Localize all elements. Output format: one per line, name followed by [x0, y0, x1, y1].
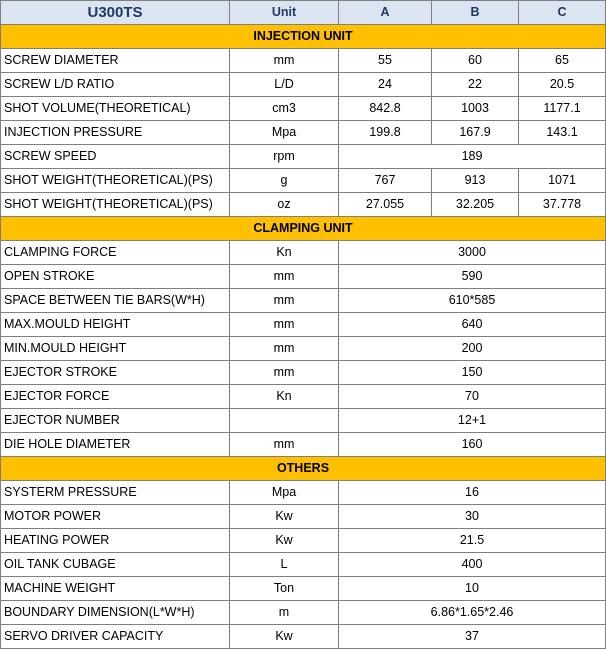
spec-unit: L/D — [230, 73, 339, 97]
table-row — [1, 433, 606, 457]
spec-unit: mm — [230, 49, 339, 73]
spec-label: EJECTOR FORCE — [1, 385, 230, 409]
section-header-row — [1, 25, 606, 49]
spec-label: OPEN STROKE — [1, 265, 230, 289]
spec-label: SPACE BETWEEN TIE BARS(W*H) — [1, 289, 230, 313]
spec-unit: Ton — [230, 577, 339, 601]
spec-label: SHOT WEIGHT(THEORETICAL)(PS) — [1, 169, 230, 193]
spec-value: 55 — [339, 49, 432, 73]
spec-value: 767 — [339, 169, 432, 193]
spec-unit: m — [230, 601, 339, 625]
spec-value: 160 — [339, 433, 606, 457]
spec-unit: rpm — [230, 145, 339, 169]
table-row — [1, 601, 606, 625]
spec-value: 16 — [339, 481, 606, 505]
spec-value: 842.8 — [339, 97, 432, 121]
table-row — [1, 121, 606, 145]
column-header-b: B — [432, 1, 519, 25]
table-row — [1, 289, 606, 313]
table-row — [1, 49, 606, 73]
spec-value: 22 — [432, 73, 519, 97]
spec-label: MIN.MOULD HEIGHT — [1, 337, 230, 361]
table-row — [1, 241, 606, 265]
section-title: INJECTION UNIT — [1, 25, 606, 49]
spec-label: MOTOR POWER — [1, 505, 230, 529]
spec-value: 70 — [339, 385, 606, 409]
spec-label: MAX.MOULD HEIGHT — [1, 313, 230, 337]
section-header-row — [1, 217, 606, 241]
table-row — [1, 265, 606, 289]
spec-value: 199.8 — [339, 121, 432, 145]
table-row — [1, 73, 606, 97]
table-row — [1, 481, 606, 505]
table-row — [1, 505, 606, 529]
spec-unit: L — [230, 553, 339, 577]
spec-label: HEATING POWER — [1, 529, 230, 553]
spec-unit: mm — [230, 289, 339, 313]
spec-value: 200 — [339, 337, 606, 361]
spec-value: 24 — [339, 73, 432, 97]
spec-label: SHOT VOLUME(THEORETICAL) — [1, 97, 230, 121]
spec-value: 640 — [339, 313, 606, 337]
spec-label: MACHINE WEIGHT — [1, 577, 230, 601]
table-row — [1, 193, 606, 217]
spec-value: 1003 — [432, 97, 519, 121]
spec-unit: Kw — [230, 625, 339, 649]
spec-label: SCREW L/D RATIO — [1, 73, 230, 97]
spec-value: 21.5 — [339, 529, 606, 553]
spec-value: 610*585 — [339, 289, 606, 313]
spec-value: 3000 — [339, 241, 606, 265]
table-row — [1, 313, 606, 337]
table-row — [1, 529, 606, 553]
spec-value: 27.055 — [339, 193, 432, 217]
spec-label: BOUNDARY DIMENSION(L*W*H) — [1, 601, 230, 625]
spec-value: 189 — [339, 145, 606, 169]
spec-label: EJECTOR STROKE — [1, 361, 230, 385]
section-title: CLAMPING UNIT — [1, 217, 606, 241]
spec-unit: mm — [230, 361, 339, 385]
spec-unit: Kw — [230, 505, 339, 529]
spec-value: 1071 — [519, 169, 606, 193]
spec-value: 37 — [339, 625, 606, 649]
spec-unit: mm — [230, 433, 339, 457]
table-row — [1, 97, 606, 121]
table-row — [1, 385, 606, 409]
spec-label: DIE HOLE DIAMETER — [1, 433, 230, 457]
spec-unit: mm — [230, 337, 339, 361]
spec-label: SCREW DIAMETER — [1, 49, 230, 73]
column-header-a: A — [339, 1, 432, 25]
table-row — [1, 553, 606, 577]
section-title: OTHERS — [1, 457, 606, 481]
spec-value: 167.9 — [432, 121, 519, 145]
spec-unit: g — [230, 169, 339, 193]
spec-label: SHOT WEIGHT(THEORETICAL)(PS) — [1, 193, 230, 217]
spec-label: SYSTERM PRESSURE — [1, 481, 230, 505]
spec-value: 37.778 — [519, 193, 606, 217]
spec-value: 590 — [339, 265, 606, 289]
spec-value: 400 — [339, 553, 606, 577]
model-name: U300TS — [1, 1, 230, 25]
spec-unit: mm — [230, 265, 339, 289]
table-row — [1, 337, 606, 361]
spec-value: 60 — [432, 49, 519, 73]
header-row — [1, 1, 606, 25]
spec-value: 143.1 — [519, 121, 606, 145]
spec-value: 20.5 — [519, 73, 606, 97]
table-row — [1, 169, 606, 193]
spec-unit: Mpa — [230, 121, 339, 145]
spec-unit: mm — [230, 313, 339, 337]
spec-value: 6.86*1.65*2.46 — [339, 601, 606, 625]
table-row — [1, 145, 606, 169]
spec-value: 150 — [339, 361, 606, 385]
spec-unit: Kn — [230, 385, 339, 409]
spec-unit: Mpa — [230, 481, 339, 505]
spec-unit: cm3 — [230, 97, 339, 121]
column-header-c: C — [519, 1, 606, 25]
spec-label: EJECTOR NUMBER — [1, 409, 230, 433]
section-header-row — [1, 457, 606, 481]
spec-unit: oz — [230, 193, 339, 217]
spec-unit — [230, 409, 339, 433]
table-row — [1, 409, 606, 433]
spec-value: 65 — [519, 49, 606, 73]
spec-label: CLAMPING FORCE — [1, 241, 230, 265]
spec-table-body — [1, 1, 606, 649]
unit-header: Unit — [230, 1, 339, 25]
spec-value: 10 — [339, 577, 606, 601]
table-row — [1, 577, 606, 601]
spec-value: 12+1 — [339, 409, 606, 433]
spec-label: SCREW SPEED — [1, 145, 230, 169]
table-row — [1, 361, 606, 385]
spec-label: OIL TANK CUBAGE — [1, 553, 230, 577]
spec-value: 32.205 — [432, 193, 519, 217]
spec-unit: Kn — [230, 241, 339, 265]
spec-unit: Kw — [230, 529, 339, 553]
spec-value: 1177.1 — [519, 97, 606, 121]
table-row — [1, 625, 606, 649]
spec-label: INJECTION PRESSURE — [1, 121, 230, 145]
spec-value: 913 — [432, 169, 519, 193]
spec-label: SERVO DRIVER CAPACITY — [1, 625, 230, 649]
spec-value: 30 — [339, 505, 606, 529]
